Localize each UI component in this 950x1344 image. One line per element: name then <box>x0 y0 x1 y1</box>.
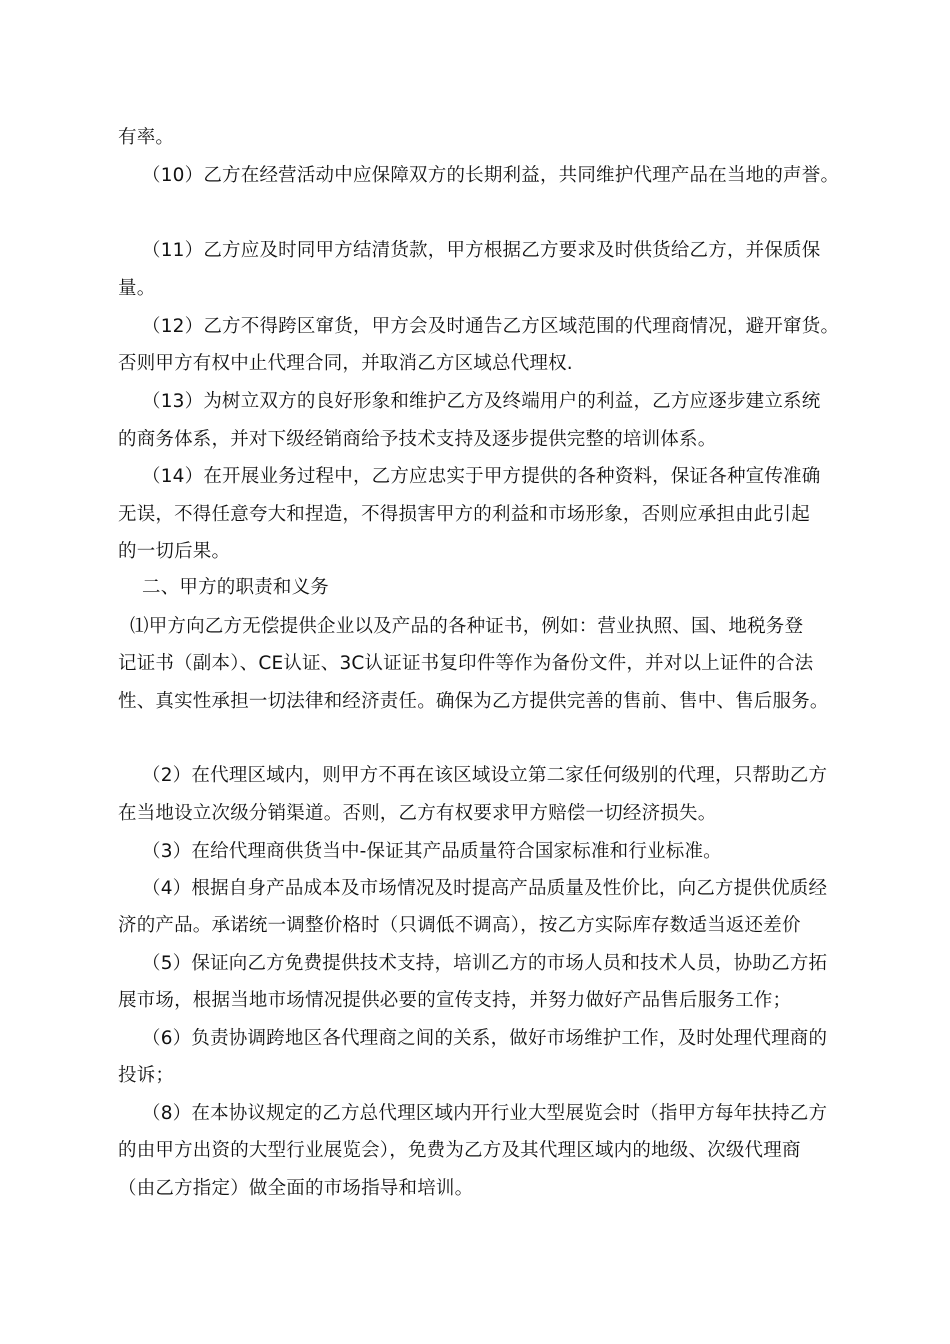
text-line: 展市场，根据当地市场情况提供必要的宣传支持，并努力做好产品售后服务工作； <box>118 990 792 1011</box>
text-line: 性、真实性承担一切法律和经济责任。确保为乙方提供完善的售前、售中、售后服务。 <box>118 691 829 712</box>
text-line: （11）乙方应及时同甲方结清货款，甲方根据乙方要求及时供货给乙方，并保质保 <box>142 240 821 261</box>
text-line: 量。 <box>118 278 156 299</box>
text-line: 的商务体系，并对下级经销商给予技术支持及逐步提供完整的培训体系。 <box>118 429 717 450</box>
text-line: （6）负责协调跨地区各代理商之间的关系，做好市场维护工作，及时处理代理商的 <box>142 1028 828 1049</box>
text-line: 记证书（副本）、CE认证、3C认证证书复印件等作为备份文件，并对以上证件的合法 <box>118 653 814 674</box>
text-line: （12）乙方不得跨区窜货，甲方会及时通告乙方区域范围的代理商情况，避开窜货。 <box>142 316 840 337</box>
text-line: 无误，不得任意夸大和捏造，不得损害甲方的利益和市场形象，否则应承担由此引起 <box>118 504 810 525</box>
text-line: 的由甲方出资的大型行业展览会），免费为乙方及其代理区域内的地级、次级代理商 <box>118 1140 801 1161</box>
text-line: 在当地设立次级分销渠道。否则，乙方有权要求甲方赔偿一切经济损失。 <box>118 803 717 824</box>
text-line: （13）为树立双方的良好形象和维护乙方及终端用户的利益，乙方应逐步建立系统 <box>142 391 821 412</box>
text-line: （4）根据自身产品成本及市场情况及时提高产品质量及性价比，向乙方提供优质经 <box>142 878 828 899</box>
text-line: （14）在开展业务过程中，乙方应忠实于甲方提供的各种资料，保证各种宣传准确 <box>142 466 821 487</box>
text-line: （5）保证向乙方免费提供技术支持，培训乙方的市场人员和技术人员，协助乙方拓 <box>142 953 828 974</box>
text-line: 有率。 <box>118 127 175 148</box>
section-heading: 二、甲方的职责和义务 <box>142 577 330 598</box>
text-line: 投诉； <box>118 1065 175 1086</box>
text-line: 否则甲方有权中止代理合同，并取消乙方区域总代理权. <box>118 353 573 374</box>
text-line: 济的产品。承诺统一调整价格时（只调低不调高），按乙方实际库存数适当返还差价 <box>118 915 801 936</box>
text-line: （10）乙方在经营活动中应保障双方的长期利益，共同维护代理产品在当地的声誉。 <box>142 165 840 186</box>
text-line: 的一切后果。 <box>118 541 231 562</box>
text-line: （由乙方指定）做全面的市场指导和培训。 <box>118 1178 474 1199</box>
text-line: （3）在给代理商供货当中-保证其产品质量符合国家标准和行业标准。 <box>142 841 722 862</box>
text-line: （8）在本协议规定的乙方总代理区域内开行业大型展览会时（指甲方每年扶持乙方 <box>142 1103 828 1124</box>
text-line: （2）在代理区域内，则甲方不再在该区域设立第二家任何级别的代理，只帮助乙方 <box>142 765 828 786</box>
text-line: ⑴甲方向乙方无偿提供企业以及产品的各种证书，例如：营业执照、国、地税务登 <box>130 616 804 637</box>
